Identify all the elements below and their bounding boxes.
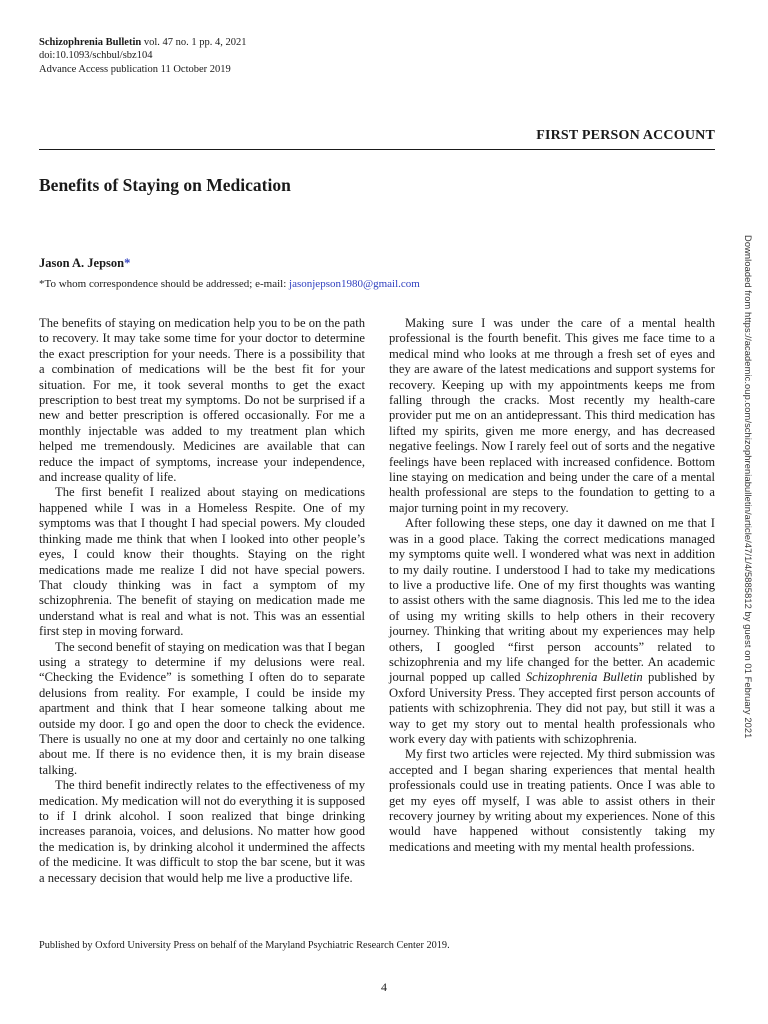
- paragraph: [389, 516, 715, 747]
- paragraph: My first two articles were rejected. My third submission was accepted and I began sharing experiences that mental health professionals could use in treating patients. Once I was able to get my eyes off myself, I was able to assist others in their recovery journey by writing about my experiences. None of this would have happened without consistently taking my medications and meeting with my mental health professions.: [389, 747, 715, 854]
- page-number: 4: [381, 980, 387, 994]
- download-watermark: Downloaded from https://academic.oup.com/schizophreniabulletin/article/47/1/4/5885812 by guest on 01 February 2021: [743, 235, 753, 739]
- paragraph: The benefits of staying on medication help you to be on the path to recovery. It may take some time for your doctor to determine the exact prescription for your needs. There is a possibility that a combination of medications will be the best fit for your situation. For me, it took several months to get the exact prescription to best treat my symptoms. Do not be surprised if a new and better prescription is offered occasionally. For me a monthly injectable was added to my treatment plan which helped me tremendously. Medicines are available that can reduce the impact of symptoms, increase your independence, and increase quality of life.: [39, 316, 365, 485]
- article-metadata: [39, 36, 247, 76]
- journal-name: Schizophrenia Bulletin: [39, 37, 142, 48]
- body-column-right: [389, 316, 715, 855]
- author-name: Jason A. Jepson: [39, 256, 125, 270]
- correspondence-marker[interactable]: *: [124, 256, 131, 270]
- paragraph: The second benefit of staying on medication was that I began using a strategy to determine if my delusions were real. “Checking the Evidence” is something I often do to separate delusions from reality. For example, I could be inside my apartment and think that I hear someone talking about me outside my door. I go and open the door to check the evidence. There is usually no one at my door and certainly no one talking about me. If there is no evidence then, it is my brain disease talking.: [39, 639, 365, 777]
- author-line: [39, 256, 130, 271]
- advance-access: Advance Access publication 11 October 2019: [39, 63, 231, 75]
- paragraph: The first benefit I realized about staying on medications happened while I was in a Homeless Respite. One of my symptoms was that I thought I had special powers. My clouded thinking made me think that when I looked into other people’s eyes, I could know their thoughts. Staying on the right medications made me realize I did not have special powers. That cloudy thinking was in fact a symptom of my schizophrenia. The benefit of staying on medication made me understand what is real and what is not. This was an essential first step in moving forward.: [39, 485, 365, 639]
- header-rule: [39, 149, 715, 150]
- journal-citation: [39, 36, 247, 49]
- correspondence-note: [39, 278, 420, 290]
- paragraph: The third benefit indirectly relates to the effectiveness of my medication. My medication will not do everything it is supposed to if I drink alcohol. I soon realized that binge drinking increases paranoia, voices, and delusions. No matter how good the medication is, by drinking alcohol it undermined the affects of the medicine. It was difficult to stop the bar scene, but it was a necessary decision that would help me live a productive life.: [39, 778, 365, 885]
- section-label: FIRST PERSON ACCOUNT: [536, 128, 715, 143]
- doi: doi:10.1093/schbul/sbz104: [39, 50, 153, 62]
- paragraph: Making sure I was under the care of a mental health professional is the fourth benefit. This gives me face time to a medical mind who looks at me through a fresh set of eyes and they are aware of the latest medications and support systems for recovery. Keeping up with my appointments keeps me from falling through the cracks. Most recently my health-care provider put me on an antidepressant. This third medication has lifted my spirits, given me more energy, and has decreased negative feelings. Now I rarely feel out of sorts and the negative feelings have been replaced with increased confidence. Bottom line staying on medication and being under the care of a mental health professional are steps to the foundation to getting to a major turning point in my recovery.: [389, 316, 715, 515]
- email-link[interactable]: jasonjepson1980@gmail.com: [289, 278, 420, 290]
- paragraph-text: After following these steps, one day it dawned on me that I was in a good place. Taking the correct medications managed my symptoms quite well. I wondered what was next in addition to my daily routine. I understood I had to take my medications to live a productive life. One of my first thoughts was wanting to assist others with the same diagnosis. This led me to the idea of using my writing skills to help others in their recovery journey. Thinking that writing about my experiences may help others, I googled “first person accounts” related to schizophrenia and my life changed for the better. An academic journal popped up called: [389, 516, 715, 685]
- paragraph-text: published by Oxford University Press. They accepted first person accounts of patients with schizophrenia. They did not pay, but still it was a way to get my story out to mental health professionals who work every day with patients with schizophrenia.: [389, 670, 715, 746]
- article-title: Benefits of Staying on Medication: [39, 175, 291, 195]
- journal-title-italic: Schizophrenia Bulletin: [525, 670, 643, 685]
- correspondence-text: *To whom correspondence should be addressed; e-mail:: [39, 278, 290, 290]
- publisher-footnote: Published by Oxford University Press on behalf of the Maryland Psychiatric Research Center 2019.: [39, 940, 450, 951]
- body-column-left: [39, 316, 365, 886]
- volume-info: vol. 47 no. 1 pp. 4, 2021: [141, 37, 247, 48]
